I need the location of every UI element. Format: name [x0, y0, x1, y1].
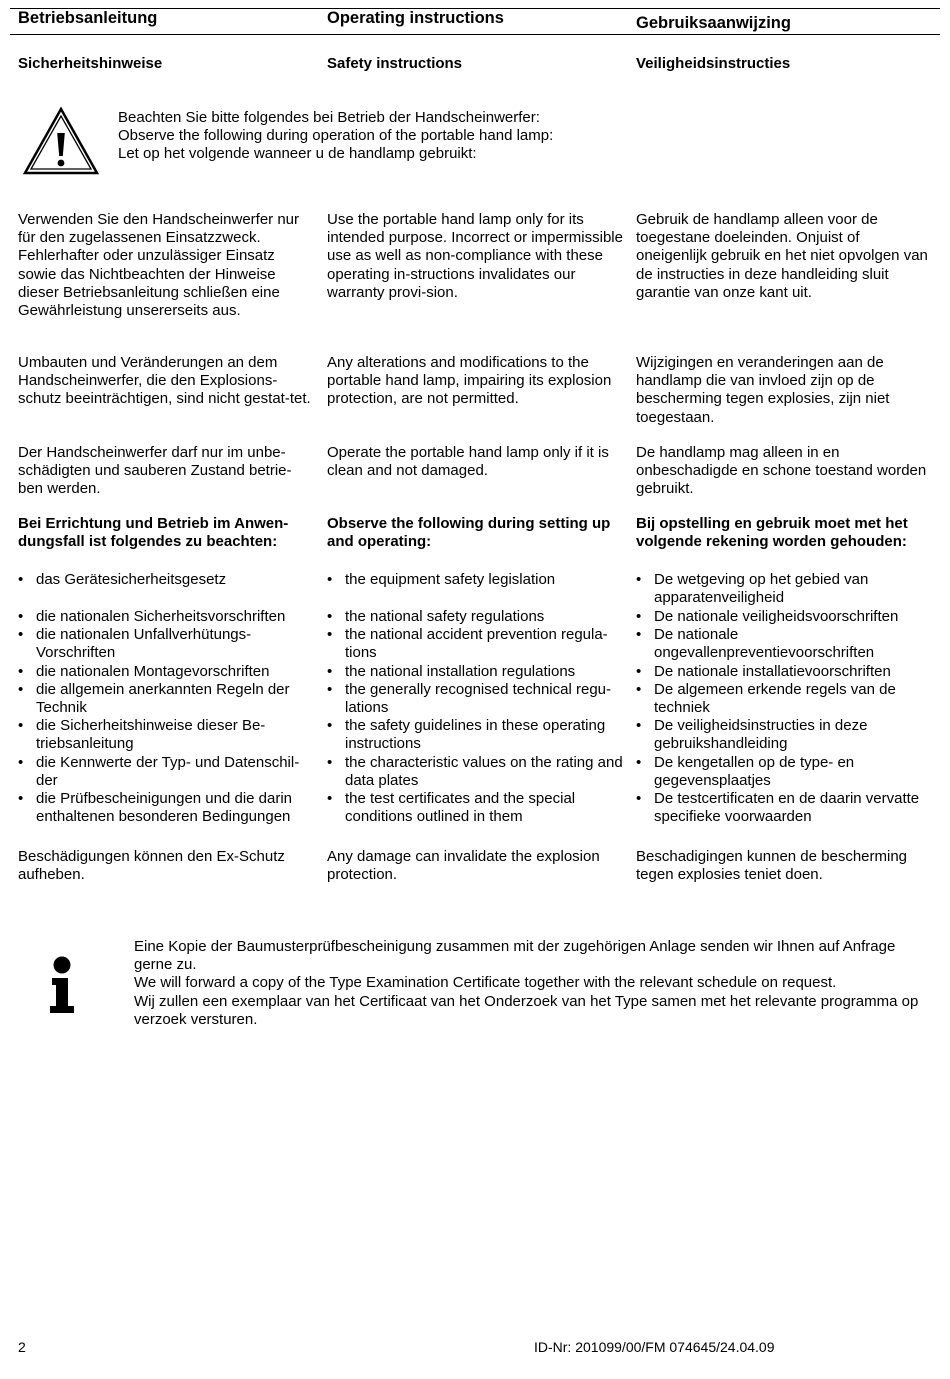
header-title-nl: Gebruiksaanwijzing: [636, 14, 791, 32]
list-item: • De nationale ongevallenpreventievoorschriften: [636, 626, 934, 662]
bullet-list-en: [327, 608, 625, 826]
bullet-list-de: [18, 608, 316, 826]
observe-heading-nl: Bij opstelling en gebruik moet met het volgende rekening worden gehouden:: [636, 515, 908, 551]
bullet-first-de: [18, 571, 316, 589]
list-item: • die nationalen Montagevorschriften: [18, 663, 316, 681]
condition-de: Der Handscheinwerfer darf nur im unbe-schädigten und sauberen Zustand betrie-ben werden.: [18, 444, 292, 498]
list-item: • the safety guidelines in these operating instructions: [327, 717, 625, 753]
list-item: • the equipment safety legislation: [327, 571, 625, 589]
intended-use-en: Use the portable hand lamp only for its intended purpose. Incorrect or impermissible use as well as non-compliance with these operating in-structions invalidates our warranty provi-sion.: [327, 211, 623, 301]
warning-text: [118, 109, 918, 164]
document-id: ID-Nr: 201099/00/FM 074645/24.04.09: [534, 1339, 775, 1355]
list-item: • die Kennwerte der Typ- und Datenschil-der: [18, 754, 316, 790]
list-item: • the national safety regulations: [327, 608, 625, 626]
list-item: • the test certificates and the special conditions outlined in them: [327, 790, 625, 826]
list-item: • De nationale veiligheidsvoorschriften: [636, 608, 934, 626]
bullet-first-nl: [636, 571, 934, 607]
info-line-nl: Wij zullen een exemplaar van het Certificaat van het Onderzoek van het Type samen met het relevante programma op verzoek versturen.: [134, 992, 919, 1028]
list-item: • das Gerätesicherheitsgesetz: [18, 571, 316, 589]
condition-nl: De handlamp mag alleen in en onbeschadigde en schone toestand worden gebruikt.: [636, 444, 927, 498]
list-item: • die Sicherheitshinweise dieser Be-triebsanleitung: [18, 717, 316, 753]
list-item: • the national installation regulations: [327, 663, 625, 681]
list-item: • De nationale installatievoorschriften: [636, 663, 934, 681]
info-line-de: Eine Kopie der Baumusterprüfbescheinigung zusammen mit der zugehörigen Anlage senden wir Ihnen auf Anfrage gerne zu.: [134, 938, 896, 974]
warning-line-de: Beachten Sie bitte folgendes bei Betrieb der Handscheinwerfer:: [118, 109, 540, 126]
bullet-first-en: [327, 571, 625, 589]
info-icon: [48, 956, 76, 1014]
intended-use-de: Verwenden Sie den Handscheinwerfer nur für den zugelassenen Einsatzzweck. Fehlerhafter oder unzulässiger Einsatz sowie das Nichtbeachten der Hinweise dieser Betriebsanleitung schließen eine Gewährleistung unsererseits aus.: [18, 211, 300, 320]
modifications-de: Umbauten und Veränderungen an dem Handscheinwerfer, die den Explosions-schutz beeinträchtigen, sind nicht gestat-tet.: [18, 354, 311, 408]
condition-en: Operate the portable hand lamp only if it is clean and not damaged.: [327, 444, 609, 480]
list-item: • die allgemein anerkannten Regeln der Technik: [18, 681, 316, 717]
list-item: • the characteristic values on the rating and data plates: [327, 754, 625, 790]
info-line-en: We will forward a copy of the Type Examination Certificate together with the relevant schedule on request.: [134, 974, 837, 992]
observe-heading-de: Bei Errichtung und Betrieb im Anwen-dungsfall ist folgendes zu beachten:: [18, 515, 289, 551]
observe-heading-en: Observe the following during setting up and operating:: [327, 515, 611, 551]
modifications-en: Any alterations and modifications to the portable hand lamp, impairing its explosion protection, are not permitted.: [327, 354, 612, 408]
list-item: • the generally recognised technical regu-lations: [327, 681, 625, 717]
modifications-nl: Wijzigingen en veranderingen aan de handlamp die van invloed zijn op de bescherming tegen explosies, zijn niet toegestaan.: [636, 354, 890, 426]
list-item: • die Prüfbescheinigungen und die darin enthaltenen besonderen Bedingungen: [18, 790, 316, 826]
header-title-en: Operating instructions: [327, 9, 504, 27]
page-number: 2: [18, 1339, 26, 1355]
warning-line-nl: Let op het volgende wanneer u de handlamp gebruikt:: [118, 145, 477, 163]
list-item: • die nationalen Sicherheitsvorschriften: [18, 608, 316, 626]
warning-line-en: Observe the following during operation of the portable hand lamp:: [118, 127, 554, 145]
warning-triangle-icon: [22, 106, 100, 176]
bullet-list-nl: [636, 608, 934, 826]
info-text: [134, 938, 934, 1029]
damage-nl: Beschadigingen kunnen de bescherming tegen explosies teniet doen.: [636, 848, 908, 884]
list-item: • die nationalen Unfallverhütungs-Vorschriften: [18, 626, 316, 662]
list-item: • De testcertificaten en de daarin vervatte specifieke voorwaarden: [636, 790, 934, 826]
list-item: • De algemeen erkende regels van de techniek: [636, 681, 934, 717]
header-bottom-rule: [10, 34, 940, 35]
list-item: • the national accident prevention regula-tions: [327, 626, 625, 662]
damage-de: Beschädigungen können den Ex-Schutz aufheben.: [18, 848, 285, 884]
intended-use-nl: Gebruik de handlamp alleen voor de toegestane doeleinden. Onjuist of oneigenlijk gebruik en het niet opvolgen van de instructies in deze handleiding sluit garantie van onze kant uit.: [636, 211, 928, 301]
list-item: • De veiligheidsinstructies in deze gebruikshandleiding: [636, 717, 934, 753]
damage-en: Any damage can invalidate the explosion protection.: [327, 848, 600, 884]
section-title-de: Sicherheitshinweise: [18, 55, 163, 72]
section-title-en: Safety instructions: [327, 55, 463, 72]
section-title-nl: Veiligheidsinstructies: [636, 55, 791, 72]
list-item: • De kengetallen op de type- en gegevensplaatjes: [636, 754, 934, 790]
header-title-de: Betriebsanleitung: [18, 9, 158, 27]
list-item: • De wetgeving op het gebied van apparatenveiligheid: [636, 571, 934, 607]
